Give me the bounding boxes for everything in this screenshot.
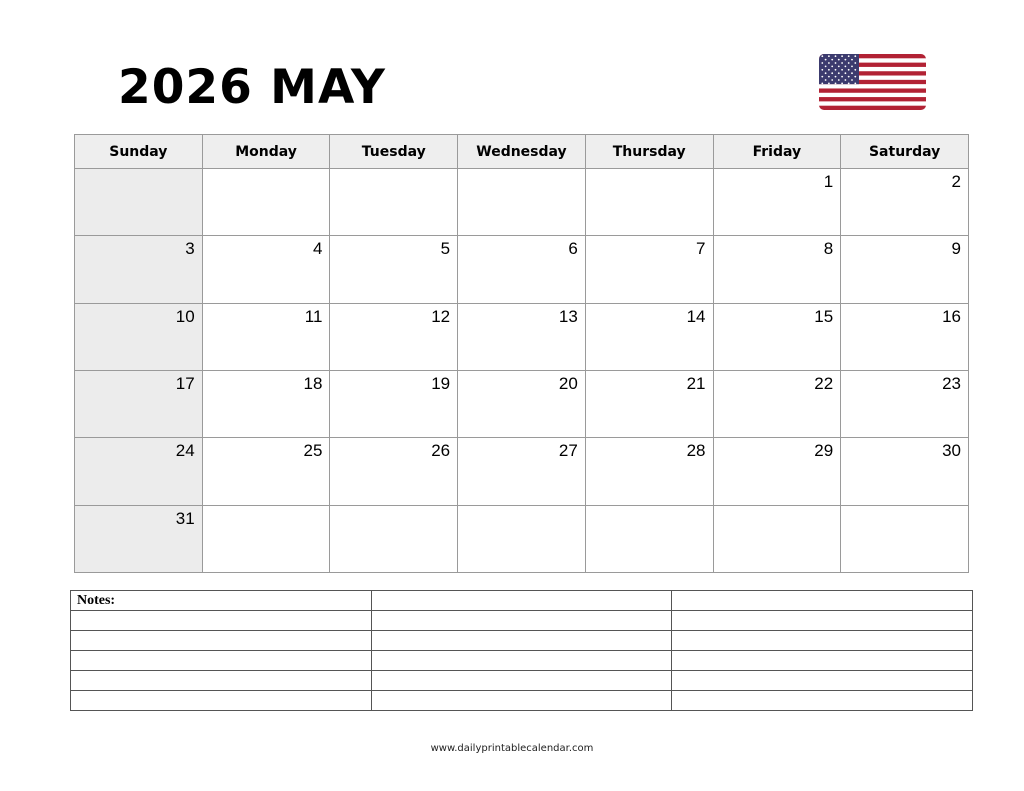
flag-stripe	[819, 84, 926, 89]
flag-star	[831, 72, 833, 74]
day-number: 7	[696, 239, 706, 259]
notes-row	[71, 651, 973, 671]
day-cell[interactable]	[841, 236, 969, 303]
day-cell[interactable]	[75, 438, 203, 505]
day-number: 11	[304, 306, 323, 326]
day-cell[interactable]	[330, 370, 458, 437]
flag-star	[828, 62, 830, 64]
day-number: 17	[175, 373, 195, 393]
flag-star	[841, 69, 843, 71]
day-cell[interactable]	[585, 169, 713, 236]
day-number	[833, 518, 840, 521]
day-number: 3	[185, 239, 195, 259]
day-number: 13	[558, 306, 578, 326]
day-number: 4	[312, 239, 323, 259]
day-number: 24	[175, 441, 195, 461]
notes-cell[interactable]	[71, 651, 372, 671]
flag-star	[821, 69, 823, 71]
flag-star	[835, 62, 837, 64]
day-cell[interactable]	[458, 370, 586, 437]
flag-stripe	[819, 101, 926, 106]
flag-star	[851, 66, 853, 68]
day-cell[interactable]	[841, 169, 969, 236]
weekday-saturday: Saturday	[841, 135, 969, 169]
notes-cell[interactable]	[371, 591, 672, 611]
day-number: 30	[942, 441, 961, 461]
notes-cell[interactable]	[371, 691, 672, 711]
flag-star	[828, 69, 830, 71]
day-number: 16	[942, 306, 961, 326]
day-cell[interactable]	[458, 438, 586, 505]
flag-star	[838, 66, 840, 68]
notes-cell[interactable]	[371, 671, 672, 691]
day-cell[interactable]	[330, 505, 458, 572]
day-cell[interactable]	[713, 370, 841, 437]
day-number: 10	[175, 306, 195, 326]
notes-cell[interactable]	[672, 611, 973, 631]
week-row	[75, 370, 969, 437]
day-number: 28	[686, 441, 706, 461]
weekday-thursday: Thursday	[585, 135, 713, 169]
week-row	[75, 505, 969, 572]
flag-star	[854, 76, 856, 78]
day-number: 6	[568, 239, 578, 259]
flag-star	[835, 55, 837, 57]
weekday-friday: Friday	[713, 135, 841, 169]
flag-star	[851, 59, 853, 61]
flag-star	[841, 83, 843, 85]
day-cell[interactable]	[330, 438, 458, 505]
day-number: 21	[686, 373, 706, 393]
weekday-header-row	[75, 135, 969, 169]
notes-cell[interactable]	[672, 631, 973, 651]
notes-table	[70, 590, 973, 711]
day-cell[interactable]	[585, 370, 713, 437]
flag-star	[825, 72, 827, 74]
flag-star	[821, 62, 823, 64]
weekday-monday: Monday	[202, 135, 330, 169]
flag-star	[828, 83, 830, 85]
day-cell[interactable]	[713, 505, 841, 572]
day-cell[interactable]	[458, 303, 586, 370]
flag-star	[841, 62, 843, 64]
flag-star	[835, 69, 837, 71]
flag-star	[854, 69, 856, 71]
day-cell[interactable]	[713, 438, 841, 505]
day-cell[interactable]	[841, 438, 969, 505]
day-cell[interactable]	[330, 169, 458, 236]
flag-star	[831, 79, 833, 81]
day-cell[interactable]	[202, 169, 330, 236]
day-number	[706, 181, 713, 184]
flag-star	[854, 83, 856, 85]
day-number	[322, 518, 329, 521]
day-number: 15	[814, 306, 834, 326]
day-cell[interactable]	[841, 370, 969, 437]
flag-star	[828, 55, 830, 57]
day-number	[322, 181, 329, 184]
flag-stripe	[819, 97, 926, 102]
notes-cell[interactable]	[371, 651, 672, 671]
flag-star	[854, 55, 856, 57]
flag-star	[841, 76, 843, 78]
day-number: 25	[303, 441, 323, 461]
flag-star	[845, 79, 847, 81]
week-row	[75, 303, 969, 370]
day-cell[interactable]	[75, 169, 203, 236]
notes-label: Notes:	[71, 591, 372, 611]
day-number: 1	[823, 172, 834, 191]
notes-cell[interactable]	[71, 611, 372, 631]
flag-star	[848, 76, 850, 78]
notes-row	[71, 591, 973, 611]
day-number: 8	[823, 239, 834, 259]
day-cell[interactable]	[330, 236, 458, 303]
day-number: 12	[431, 306, 451, 326]
notes-row	[71, 671, 973, 691]
flag-star	[848, 55, 850, 57]
flag-star	[821, 55, 823, 57]
day-number	[195, 181, 202, 184]
day-cell[interactable]	[330, 303, 458, 370]
day-number: 18	[303, 373, 323, 393]
day-cell[interactable]	[202, 438, 330, 505]
day-cell[interactable]	[458, 236, 586, 303]
day-cell[interactable]	[585, 438, 713, 505]
flag-star	[831, 59, 833, 61]
notes-cell[interactable]	[672, 591, 973, 611]
flag-star	[831, 66, 833, 68]
flag-star	[845, 59, 847, 61]
flag-star	[848, 69, 850, 71]
flag-star	[845, 72, 847, 74]
flag-star	[835, 83, 837, 85]
flag-star	[841, 55, 843, 57]
day-number: 31	[175, 508, 195, 528]
day-cell[interactable]	[585, 303, 713, 370]
flag-stripe	[819, 93, 926, 98]
flag-star	[828, 76, 830, 78]
day-number: 14	[686, 306, 706, 326]
flag-star	[854, 62, 856, 64]
day-number	[706, 518, 713, 521]
flag-star	[851, 72, 853, 74]
notes-row	[71, 631, 973, 651]
flag-star	[838, 79, 840, 81]
day-number: 27	[558, 441, 578, 461]
day-number: 29	[814, 441, 834, 461]
day-number: 20	[558, 373, 578, 393]
day-cell[interactable]	[75, 303, 203, 370]
week-row	[75, 438, 969, 505]
notes-cell[interactable]	[71, 671, 372, 691]
flag-star	[821, 83, 823, 85]
day-cell[interactable]	[713, 236, 841, 303]
week-row	[75, 169, 969, 236]
day-cell[interactable]	[585, 236, 713, 303]
flag-star	[825, 66, 827, 68]
weekday-wednesday: Wednesday	[458, 135, 586, 169]
day-number	[578, 518, 585, 521]
day-number: 26	[431, 441, 451, 461]
day-cell[interactable]	[585, 505, 713, 572]
notes-cell[interactable]	[672, 691, 973, 711]
day-number: 2	[951, 172, 961, 191]
day-cell[interactable]	[75, 236, 203, 303]
day-cell[interactable]	[202, 370, 330, 437]
flag-star	[845, 66, 847, 68]
notes-cell[interactable]	[672, 651, 973, 671]
notes-cell[interactable]	[71, 691, 372, 711]
day-cell[interactable]	[202, 303, 330, 370]
day-number: 23	[942, 373, 961, 393]
day-cell[interactable]	[75, 505, 203, 572]
us-flag-icon	[819, 54, 926, 110]
flag-star	[835, 76, 837, 78]
day-cell[interactable]	[713, 169, 841, 236]
day-cell[interactable]	[713, 303, 841, 370]
day-cell[interactable]	[458, 169, 586, 236]
weekday-sunday: Sunday	[75, 135, 203, 169]
flag-star	[825, 59, 827, 61]
flag-star	[851, 79, 853, 81]
day-cell[interactable]	[841, 303, 969, 370]
flag-star	[838, 59, 840, 61]
notes-row	[71, 691, 973, 711]
notes-cell[interactable]	[71, 631, 372, 651]
day-number: 19	[431, 373, 451, 393]
flag-stripe	[819, 106, 926, 110]
notes-cell[interactable]	[672, 671, 973, 691]
flag-star	[848, 62, 850, 64]
flag-star	[848, 83, 850, 85]
day-number: 22	[814, 373, 834, 393]
day-number	[578, 181, 585, 184]
footer-url[interactable]: www.dailyprintablecalendar.com	[430, 743, 594, 754]
notes-row	[71, 611, 973, 631]
day-cell[interactable]	[202, 236, 330, 303]
notes-cell[interactable]	[371, 611, 672, 631]
day-cell[interactable]	[75, 370, 203, 437]
flag-stripe	[819, 88, 926, 93]
day-number: 5	[440, 239, 451, 259]
day-number	[450, 518, 457, 521]
day-number	[450, 181, 457, 184]
flag-star	[838, 72, 840, 74]
weekday-tuesday: Tuesday	[330, 135, 458, 169]
day-number: 9	[951, 239, 961, 259]
day-cell[interactable]	[841, 505, 969, 572]
notes-cell[interactable]	[371, 631, 672, 651]
day-cell[interactable]	[458, 505, 586, 572]
day-number	[961, 518, 968, 521]
flag-star	[821, 76, 823, 78]
week-row	[75, 236, 969, 303]
page-title: 2026 MAY	[118, 60, 386, 115]
day-cell[interactable]	[202, 505, 330, 572]
calendar-grid	[74, 134, 969, 573]
flag-star	[825, 79, 827, 81]
